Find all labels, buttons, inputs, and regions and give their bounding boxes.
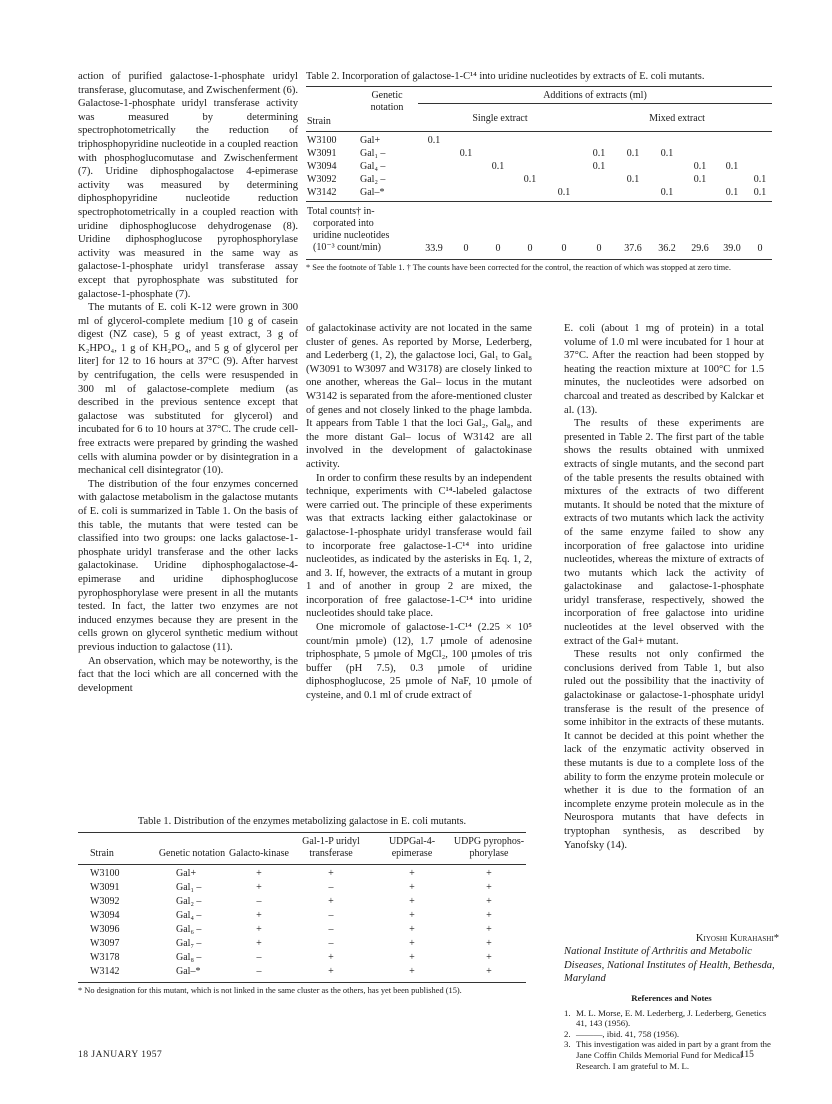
table-2-grid [306,89,772,255]
paragraph: The distribution of the four enzymes concerned with galactose metabolism in the galactose mutants of E. coli is summarized in Table 1. On the basis of this table, the mutants that were tested can be classified into two groups: one lacks galactose-1-phosphate uridyl transferase and the other lacks galactokinase. Uridine diphosphogalactose-4-epimerase and uridine diphosphoglucose pyrophosphorylase were present in all the mutants tested. In fact, the latter two enzymes are not induced enzymes because they are present in the cells grown on glycerol synthetic medium without previous induction to galactose (11). [78,478,298,653]
table-2-cell [418,147,450,160]
table-1-strain: W3178 [90,952,120,963]
table-1-cell: + [409,966,415,977]
table-1-h-genetic: Genetic notation [158,848,226,859]
table-2-total: 0 [757,242,763,254]
table-2-total: 36.2 [658,242,676,254]
table-2-cell [616,134,650,147]
table-2-cell [450,186,482,199]
table-2-notation: Gal₂ – [360,173,386,185]
table-2-cell: 0.1 [660,147,674,159]
table-2-cell [418,186,450,199]
author-signature [564,932,779,986]
table-2-row [306,160,772,173]
table-2-cell [514,147,546,160]
table-1-cell: + [486,910,492,921]
table-2-cell [482,147,514,160]
table-1-cell: + [409,910,415,921]
table-2-cell: 0.1 [592,160,606,172]
table-2-row [306,173,772,186]
table-1-row [78,909,526,923]
table-1-notation: Gal₁ – [176,882,202,893]
table-2-row [306,147,772,160]
table-1-grid [78,835,526,979]
table-1-cell: – [328,938,334,949]
table-2-strain: W3100 [307,134,337,146]
table-2-cell: 0.1 [693,160,707,172]
table-1-h-transferase: Gal-1-P uridyl transferase [302,836,360,859]
table-2-notation: Gal+ [360,134,381,146]
table-2-h-single: Single extract [472,112,528,124]
table-1-cell: – [328,910,334,921]
table-1-notation: Gal₂ – [176,896,202,907]
table-2-cell [546,173,582,186]
table-2-cell [546,134,582,147]
table-2-cell: 0.1 [753,173,767,185]
table-1-cell: + [256,938,262,949]
table-2-strain: W3142 [307,186,337,198]
table-2 [306,70,772,273]
table-1-cell: + [328,896,334,907]
table-2-cell [582,173,616,186]
table-2-cell: 0.1 [753,186,767,198]
paragraph: In order to confirm these results by an independent technique, experiments with C¹⁴-labeled galactose were carried out. The principle of these experiments was that extracts lacking either galactokinase or galactose-1-phosphate uridyl transferase would fail to incorporate free galactose-1-C¹⁴ into uridine nucleotides, as indicated by the asterisks in Eq. 1, 2, and 3. If, however, the extracts of a mutant in group 1 and of another in group 2 are mixed, the incorporation of free galactose-1-C¹⁴ into uridine nucleotides should take place. [306,472,532,620]
table-1-strain: W3094 [90,910,120,921]
table-2-cell [650,173,684,186]
table-1-notation: Gal₇ – [176,938,202,949]
table-1-row [78,895,526,909]
table-1-row [78,965,526,979]
table-2-cell [650,134,684,147]
table-2-cell [684,134,716,147]
table-2-cell: 0.1 [725,160,739,172]
table-1-notation: Gal₄ – [176,910,202,921]
table-1-row [78,923,526,937]
issue-date: 18 JANUARY 1957 [78,1050,163,1060]
text-column-1 [78,70,298,695]
table-1-cell: + [256,924,262,935]
table-2-total: 39.0 [723,242,741,254]
table-2-cell: 0.1 [523,173,537,185]
table-2-cell [482,186,514,199]
table-2-cell [546,160,582,173]
table-1-cell: + [486,924,492,935]
table-2-cell [450,134,482,147]
table-2-cell: 0.1 [557,186,571,198]
table-2-cell: 0.1 [427,134,441,146]
table-2-h-mixed: Mixed extract [649,112,705,124]
table-2-cell: 0.1 [491,160,505,172]
table-2-strain: W3091 [307,147,337,159]
table-1-cell: + [328,952,334,963]
table-2-cell [716,134,748,147]
table-2-cell [684,147,716,160]
reference-item: 3. This investigation was aided in part by a grant from the Jane Coffin Childs Memorial Fund for Medical Research. I am grateful to M. L. [564,1039,771,1071]
reference-item: 1. M. L. Morse, E. M. Lederberg, J. Lederberg, Genetics 41, 143 (1956). [564,1007,767,1029]
paragraph: One micromole of galactose-1-C¹⁴ (2.25 × 10⁵ count/min µmole) (12), 1.7 µmole of adenosine triphosphate, 5 µmole of MgCl₂, 100 µmoles of tris buffer (pH 7.5), 0.3 µmole of uridine diphosphoglucose, 25 µmole of NaF, 10 µmole of cysteine, and 0.1 ml of crude extract of [306,622,532,702]
table-2-cell [716,147,748,160]
table-1-notation: Gal–* [176,966,201,977]
table-1-cell: – [328,882,334,893]
author-affiliation: National Institute of Arthritis and Metabolic Diseases, National Institutes of Health, Bethesda, Maryland [564,946,775,985]
table-2-cell [748,134,772,147]
text-column-3 [564,322,764,852]
table-1-row [78,951,526,965]
table-2-cell: 0.1 [626,173,640,185]
table-2-notation: Gal₄ – [360,160,386,172]
paragraph: The results of these experiments are presented in Table 2. The first part of the table shows the results obtained with unmixed extracts of single mutants, and the second part of the table presents the results obtained with mixtures of the extracts of two different mutants. It should be noted that the mixture of extracts of two mutants which lack the activity of the same enzyme failed to show any incorporation of free galactose into uridine nucleotides, whereas the mixture of extracts of two mutants which lack the activity of galactokinase and galactose-1-phosphate uridyl transferase, respectively, showed the incorporation of free galactose into uridine nucleotides at the level observed with the extract of the Gal+ mutant. [564,418,764,647]
table-1-cell: + [409,896,415,907]
table-2-h-genetic: Genetic notation [370,90,404,113]
table-1-strain: W3092 [90,896,120,907]
paragraph: These results not only confirmed the conclusions derived from Table 1, but also ruled out the possibility that the inactivity of galactokinase or galactose-1-phosphate uridyl transferase is the result of the presence of some inhibitor in the extracts of these mutants. It cannot be decided at this point whether the lack of the enzymatic activity observed in these mutants is due to a complete loss of the ability to form the enzyme protein molecule or whether it is due to the formation of an incomplete enzyme protein molecule as in the Neurospora mutants that have defects in tryptophan synthesis, as described by Yanofsky (14). [564,649,764,851]
table-2-cell [418,173,450,186]
table-1-cell: – [328,924,334,935]
table-2-cell [418,160,450,173]
table-1-cell: + [486,966,492,977]
table-2-cell [450,173,482,186]
table-2-cell [546,147,582,160]
table-2-cell [482,173,514,186]
table-1-cell: + [409,868,415,879]
table-2-cell [616,186,650,199]
table-1-h-galactokinase: Galacto-kinase [229,848,289,859]
table-2-total: 33.9 [425,242,443,254]
table-rule [306,259,772,260]
table-2-notation: Gal₁ – [360,147,386,159]
table-1-caption: Table 1. Distribution of the enzymes metabolizing galactose in E. coli mutants. [137,816,467,827]
table-1 [78,815,526,996]
table-2-cell [650,160,684,173]
table-2-cell [684,186,716,199]
table-1-cell: + [328,966,334,977]
table-1-footnote: * No designation for this mutant, which is not linked in the same cluster as the others, has yet been published (15). [78,986,462,995]
table-rule [306,86,772,87]
table-2-cell [582,134,616,147]
table-2-cell [748,160,772,173]
table-2-totals-row [306,205,772,255]
table-2-total: 0 [596,242,602,254]
paragraph: An observation, which may be noteworthy, is the fact that the loci which are all concerned with the development [78,655,298,694]
table-1-cell: + [409,938,415,949]
table-1-cell: + [256,910,262,921]
table-1-cell: + [486,896,492,907]
table-2-cell [450,160,482,173]
table-2-total-label: Total counts† in- corporated into uridine nucleotides (10⁻³ count/min) [307,205,390,253]
table-2-total: 0 [495,242,501,254]
table-1-strain: W3100 [90,868,120,879]
table-1-cell: + [256,868,262,879]
table-1-notation: Gal₈ – [176,952,202,963]
table-1-cell: + [409,924,415,935]
table-1-cell: – [256,952,262,963]
table-2-cell [616,160,650,173]
table-2-footnote: * See the footnote of Table 1. † The counts have been corrected for the control, the reaction of which was stopped at zero time. [306,262,731,272]
table-1-row [78,937,526,951]
table-2-total: 37.6 [624,242,642,254]
table-2-total: 0 [463,242,469,254]
table-1-row [78,867,526,881]
table-2-total: 29.6 [691,242,709,254]
table-1-h-strain: Strain [90,848,114,859]
table-1-h-epimerase: UDPGal-4-epimerase [388,836,436,859]
reference-item: 2. ———, ibid. 41, 758 (1956). [564,1028,680,1039]
table-2-cell: 0.1 [693,173,707,185]
paragraph: action of purified galactose-1-phosphate uridyl transferase, glucomutase, and Zwischenferment (6). Galactose-1-phosphate uridyl transferase activity was measured by determining spectrophotometrically the reduction of triphosphopyridine nucleotide in a coupled reaction with phosphoglucomutase and Zwischenferment (7). Uridine diphosphogalactose 4-epimerase activity was measured by determining diphosphopyridine nucleotide reduction spectrophotometrically in a coupled reaction with uridine diphosphoglucose dehydrogenase (8). Uridine diphosphoglucose pyrophosphorylase activity was measured in the same way as galactose-1-phosphate uridyl transferase assay except that pyrophosphate was substituted for galactose-1-phosphate (7). [78,71,298,300]
table-2-cell: 0.1 [459,147,473,159]
paragraph: of galactokinase activity are not located in the same cluster of genes. As reported by Morse, Lederberg, and Lederberg (1, 2), the galactose loci, Gal₁ to Gal₈ (W3091 to W3097 and W3178) are closely linked to one another, whereas the Gal– locus in the mutant W3142 is separated from the afore-mentioned cluster of genes and not closely linked to the phage lambda. It appears from Table 1 that the loci Gal₂, Gal₈, and the more distant Gal– locus of W3142 are all involved in the development of galactokinase activity. [306,323,532,470]
author-name: Kiyoshi Kurahashi* [695,933,779,944]
table-2-cell [514,134,546,147]
table-2-h-additions: Additions of extracts (ml) [418,89,772,104]
table-2-cell [716,173,748,186]
table-2-cell: 0.1 [626,147,640,159]
table-1-cell: + [409,882,415,893]
table-1-notation: Gal₆ – [176,924,202,935]
table-1-row [78,881,526,895]
paragraph: E. coli (about 1 mg of protein) in a total volume of 1.0 ml were incubated for 1 hour at 37°C. After the reaction had been stopped by heating the reaction mixture at 100°C for 1.5 minutes, the nucleotides were adsorbed on charcoal and treated as described by Kalckar et al. (13). [564,323,764,416]
table-1-cell: + [486,882,492,893]
table-1-cell: + [486,952,492,963]
table-1-cell: + [256,882,262,893]
table-2-cell: 0.1 [660,186,674,198]
table-1-cell: + [409,952,415,963]
table-rule [78,982,526,983]
table-1-strain: W3097 [90,938,120,949]
table-2-h-strain: Strain [307,115,331,127]
table-1-cell: + [486,868,492,879]
table-2-total: 0 [527,242,533,254]
table-rule [78,832,526,833]
table-2-cell [514,160,546,173]
table-1-notation: Gal+ [176,868,197,879]
table-2-total: 0 [561,242,567,254]
paragraph: The mutants of E. coli K-12 were grown in 300 ml of glycerol-complete medium [10 g of casein digest (NZ case), 5 g of yeast extract, 3 g of K₂HPO₄, 1 g of KH₂PO₄, and 5 g of glycerol per liter] for 12 to 16 hours at 37°C (9). After harvest by centrifugation, the cells were resuspended in 300 ml of galactose-complete medium (as described in the previous sentence except that galactose was substituted for glycerol) and incubated for 6 to 10 hours at 37°C. The crude cell-free extracts were prepared by grinding the washed cells with alumina powder or by disintegration in a mechanical cell disintegrator (10). [78,302,298,477]
table-1-cell: + [486,938,492,949]
table-2-caption: Table 2. Incorporation of galactose-1-C¹⁴ into uridine nucleotides by extracts of E. coli mutants. [306,71,705,82]
table-1-strain: W3142 [90,966,120,977]
table-2-cell: 0.1 [592,147,606,159]
table-2-notation: Gal–* [360,186,385,198]
table-1-cell: – [256,896,262,907]
table-2-row [306,186,772,199]
table-2-cell: 0.1 [725,186,739,198]
table-2-cell [514,186,546,199]
table-2-cell [482,134,514,147]
table-2-row [306,134,772,147]
table-2-strain: W3094 [307,160,337,172]
page-number: 115 [740,1050,754,1060]
table-2-strain: W3092 [307,173,337,185]
table-2-cell [748,147,772,160]
references-heading: References and Notes [631,993,712,1003]
table-2-cell [582,186,616,199]
table-1-h-pyrophosphorylase: UDPG pyrophos-phorylase [453,836,525,859]
table-1-strain: W3096 [90,924,120,935]
table-1-cell: – [256,966,262,977]
table-1-cell: + [328,868,334,879]
table-1-strain: W3091 [90,882,120,893]
text-column-2 [306,322,532,703]
